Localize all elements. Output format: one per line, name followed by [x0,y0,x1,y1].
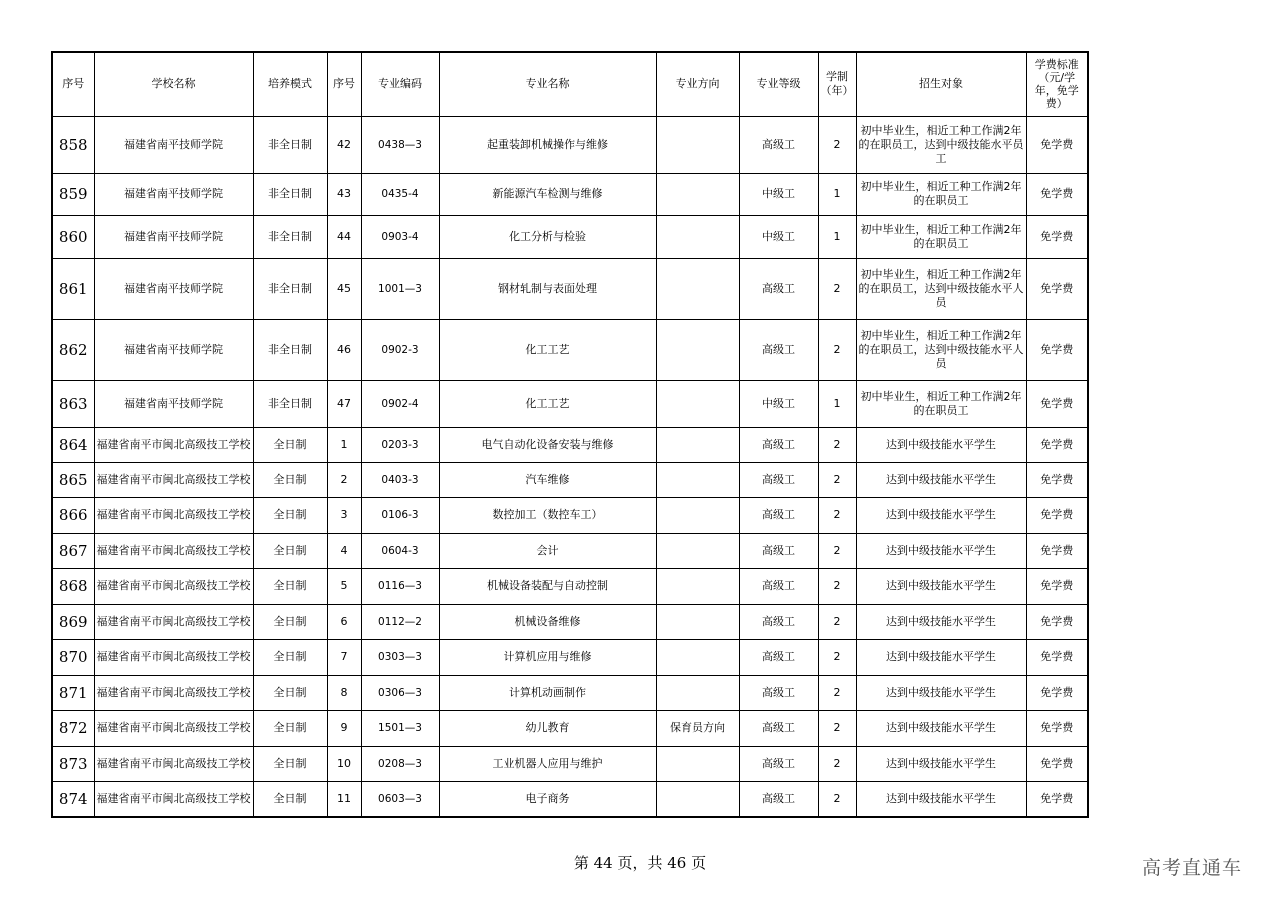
cell-mode: 全日制 [253,604,327,639]
cell-code: 0903-4 [361,215,439,258]
cell-years: 2 [818,604,856,639]
cell-major: 幼儿教育 [439,710,656,746]
cell-sub-seq: 3 [327,497,361,533]
table-row [52,710,1088,746]
cell-level: 高级工 [739,497,818,533]
table-row [52,781,1088,817]
table-row [52,604,1088,639]
cell-direction [656,258,739,319]
cell-school: 福建省南平市闽北高级技工学校 [94,568,253,604]
cell-mode: 非全日制 [253,319,327,380]
cell-code: 0902-4 [361,380,439,427]
cell-level: 高级工 [739,675,818,710]
cell-major: 起重装卸机械操作与维修 [439,116,656,173]
cell-level: 高级工 [739,533,818,568]
cell-level: 高级工 [739,639,818,675]
table-body [52,116,1088,817]
cell-target: 达到中级技能水平学生 [856,746,1026,781]
cell-years: 2 [818,497,856,533]
table-row [52,497,1088,533]
cell-school: 福建省南平市闽北高级技工学校 [94,533,253,568]
cell-code: 0208—3 [361,746,439,781]
cell-seq: 871 [52,675,94,710]
cell-years: 2 [818,116,856,173]
cell-code: 0603—3 [361,781,439,817]
cell-school: 福建省南平市闽北高级技工学校 [94,462,253,497]
cell-major: 机械设备维修 [439,604,656,639]
cell-direction [656,497,739,533]
cell-direction [656,746,739,781]
cell-target: 达到中级技能水平学生 [856,639,1026,675]
cell-code: 0403-3 [361,462,439,497]
cell-mode: 全日制 [253,568,327,604]
cell-sub-seq: 42 [327,116,361,173]
cell-seq: 867 [52,533,94,568]
cell-years: 2 [818,319,856,380]
cell-years: 1 [818,173,856,215]
cell-fee: 免学费 [1026,710,1088,746]
cell-target: 初中毕业生，相近工种工作满2年的在职员工，达到中级技能水平员工 [856,116,1026,173]
col-header-code: 专业编码 [361,52,439,116]
cell-sub-seq: 47 [327,380,361,427]
cell-years: 2 [818,533,856,568]
cell-school: 福建省南平市闽北高级技工学校 [94,710,253,746]
col-header-years: 学制（年） [818,52,856,116]
cell-school: 福建省南平市闽北高级技工学校 [94,497,253,533]
cell-school: 福建省南平市闽北高级技工学校 [94,781,253,817]
cell-level: 中级工 [739,215,818,258]
cell-mode: 非全日制 [253,215,327,258]
cell-seq: 861 [52,258,94,319]
cell-years: 2 [818,781,856,817]
cell-target: 达到中级技能水平学生 [856,533,1026,568]
cell-level: 高级工 [739,568,818,604]
cell-years: 2 [818,427,856,462]
cell-target: 达到中级技能水平学生 [856,497,1026,533]
cell-target: 达到中级技能水平学生 [856,781,1026,817]
cell-mode: 非全日制 [253,116,327,173]
cell-fee: 免学费 [1026,462,1088,497]
cell-direction [656,215,739,258]
cell-level: 中级工 [739,173,818,215]
cell-direction [656,116,739,173]
cell-code: 0203-3 [361,427,439,462]
cell-code: 1001—3 [361,258,439,319]
cell-fee: 免学费 [1026,604,1088,639]
cell-direction [656,427,739,462]
cell-fee: 免学费 [1026,258,1088,319]
table-row [52,427,1088,462]
cell-direction [656,173,739,215]
cell-direction [656,675,739,710]
cell-fee: 免学费 [1026,675,1088,710]
cell-fee: 免学费 [1026,427,1088,462]
cell-sub-seq: 9 [327,710,361,746]
cell-target: 初中毕业生，相近工种工作满2年的在职员工，达到中级技能水平人员 [856,319,1026,380]
cell-sub-seq: 45 [327,258,361,319]
cell-code: 0438—3 [361,116,439,173]
cell-seq: 874 [52,781,94,817]
enrollment-table [51,51,1089,818]
cell-school: 福建省南平技师学院 [94,258,253,319]
cell-level: 高级工 [739,746,818,781]
cell-mode: 全日制 [253,497,327,533]
cell-seq: 864 [52,427,94,462]
cell-fee: 免学费 [1026,497,1088,533]
cell-sub-seq: 8 [327,675,361,710]
cell-major: 钢材轧制与表面处理 [439,258,656,319]
cell-code: 0604-3 [361,533,439,568]
cell-sub-seq: 6 [327,604,361,639]
cell-fee: 免学费 [1026,319,1088,380]
cell-code: 0116—3 [361,568,439,604]
cell-code: 0902-3 [361,319,439,380]
cell-school: 福建省南平技师学院 [94,116,253,173]
cell-school: 福建省南平市闽北高级技工学校 [94,639,253,675]
cell-direction: 保育员方向 [656,710,739,746]
cell-code: 0303—3 [361,639,439,675]
cell-target: 初中毕业生，相近工种工作满2年的在职员工 [856,380,1026,427]
cell-level: 中级工 [739,380,818,427]
cell-direction [656,380,739,427]
cell-seq: 863 [52,380,94,427]
col-header-direction: 专业方向 [656,52,739,116]
cell-major: 电气自动化设备安装与维修 [439,427,656,462]
cell-seq: 868 [52,568,94,604]
cell-mode: 非全日制 [253,173,327,215]
cell-seq: 862 [52,319,94,380]
cell-direction [656,639,739,675]
cell-mode: 非全日制 [253,258,327,319]
cell-years: 1 [818,215,856,258]
cell-fee: 免学费 [1026,380,1088,427]
table-row [52,258,1088,319]
page-footer: 第 44 页，共 46 页 [573,854,707,872]
cell-direction [656,319,739,380]
cell-sub-seq: 4 [327,533,361,568]
cell-sub-seq: 43 [327,173,361,215]
cell-level: 高级工 [739,258,818,319]
col-header-fee: 学费标准（元/学年，免学费） [1026,52,1088,116]
cell-major: 计算机应用与维修 [439,639,656,675]
cell-target: 初中毕业生，相近工种工作满2年的在职员工，达到中级技能水平人员 [856,258,1026,319]
cell-target: 达到中级技能水平学生 [856,462,1026,497]
watermark: 高考直通车 [1142,857,1243,879]
cell-target: 达到中级技能水平学生 [856,710,1026,746]
cell-direction [656,462,739,497]
cell-target: 初中毕业生，相近工种工作满2年的在职员工 [856,173,1026,215]
cell-fee: 免学费 [1026,639,1088,675]
cell-fee: 免学费 [1026,746,1088,781]
cell-mode: 非全日制 [253,380,327,427]
cell-mode: 全日制 [253,639,327,675]
cell-mode: 全日制 [253,746,327,781]
table-row [52,675,1088,710]
col-header-target: 招生对象 [856,52,1026,116]
cell-major: 新能源汽车检测与维修 [439,173,656,215]
cell-school: 福建省南平技师学院 [94,319,253,380]
cell-sub-seq: 11 [327,781,361,817]
cell-school: 福建省南平市闽北高级技工学校 [94,746,253,781]
cell-code: 0106-3 [361,497,439,533]
cell-major: 机械设备装配与自动控制 [439,568,656,604]
cell-target: 达到中级技能水平学生 [856,427,1026,462]
cell-fee: 免学费 [1026,568,1088,604]
cell-years: 2 [818,746,856,781]
cell-seq: 858 [52,116,94,173]
cell-fee: 免学费 [1026,116,1088,173]
cell-fee: 免学费 [1026,781,1088,817]
cell-years: 2 [818,710,856,746]
cell-major: 会计 [439,533,656,568]
cell-sub-seq: 1 [327,427,361,462]
table-row [52,746,1088,781]
table-row [52,568,1088,604]
cell-seq: 865 [52,462,94,497]
col-header-sub-seq: 序号 [327,52,361,116]
cell-seq: 866 [52,497,94,533]
cell-direction [656,781,739,817]
cell-code: 0306—3 [361,675,439,710]
cell-major: 化工分析与检验 [439,215,656,258]
cell-target: 初中毕业生，相近工种工作满2年的在职员工 [856,215,1026,258]
cell-seq: 873 [52,746,94,781]
col-header-level: 专业等级 [739,52,818,116]
cell-level: 高级工 [739,116,818,173]
cell-sub-seq: 5 [327,568,361,604]
col-header-major: 专业名称 [439,52,656,116]
cell-years: 2 [818,258,856,319]
cell-major: 工业机器人应用与维护 [439,746,656,781]
table-row [52,462,1088,497]
table-row [52,319,1088,380]
cell-years: 2 [818,568,856,604]
cell-code: 0435-4 [361,173,439,215]
cell-level: 高级工 [739,710,818,746]
cell-mode: 全日制 [253,427,327,462]
cell-target: 达到中级技能水平学生 [856,604,1026,639]
cell-sub-seq: 7 [327,639,361,675]
cell-mode: 全日制 [253,533,327,568]
cell-level: 高级工 [739,462,818,497]
table-row [52,639,1088,675]
cell-major: 汽车维修 [439,462,656,497]
header-row [52,52,1088,116]
cell-seq: 859 [52,173,94,215]
cell-mode: 全日制 [253,462,327,497]
cell-mode: 全日制 [253,675,327,710]
table-row [52,116,1088,173]
table-row [52,173,1088,215]
table-row [52,533,1088,568]
cell-school: 福建省南平市闽北高级技工学校 [94,675,253,710]
cell-seq: 872 [52,710,94,746]
cell-sub-seq: 46 [327,319,361,380]
cell-major: 计算机动画制作 [439,675,656,710]
cell-school: 福建省南平市闽北高级技工学校 [94,604,253,639]
cell-fee: 免学费 [1026,533,1088,568]
cell-direction [656,533,739,568]
cell-target: 达到中级技能水平学生 [856,568,1026,604]
cell-years: 2 [818,639,856,675]
col-header-mode: 培养模式 [253,52,327,116]
cell-mode: 全日制 [253,710,327,746]
cell-school: 福建省南平技师学院 [94,173,253,215]
table-row [52,380,1088,427]
cell-years: 2 [818,675,856,710]
cell-years: 1 [818,380,856,427]
cell-level: 高级工 [739,319,818,380]
cell-seq: 870 [52,639,94,675]
cell-direction [656,604,739,639]
col-header-seq: 序号 [52,52,94,116]
cell-level: 高级工 [739,604,818,639]
cell-major: 化工工艺 [439,319,656,380]
cell-sub-seq: 44 [327,215,361,258]
cell-fee: 免学费 [1026,215,1088,258]
cell-seq: 860 [52,215,94,258]
cell-school: 福建省南平技师学院 [94,215,253,258]
cell-sub-seq: 2 [327,462,361,497]
cell-major: 化工工艺 [439,380,656,427]
cell-years: 2 [818,462,856,497]
cell-school: 福建省南平市闽北高级技工学校 [94,427,253,462]
cell-code: 1501—3 [361,710,439,746]
cell-major: 数控加工（数控车工） [439,497,656,533]
cell-level: 高级工 [739,781,818,817]
col-header-school: 学校名称 [94,52,253,116]
cell-target: 达到中级技能水平学生 [856,675,1026,710]
cell-fee: 免学费 [1026,173,1088,215]
cell-sub-seq: 10 [327,746,361,781]
cell-school: 福建省南平技师学院 [94,380,253,427]
cell-code: 0112—2 [361,604,439,639]
table-row [52,215,1088,258]
cell-level: 高级工 [739,427,818,462]
cell-direction [656,568,739,604]
cell-mode: 全日制 [253,781,327,817]
cell-major: 电子商务 [439,781,656,817]
cell-seq: 869 [52,604,94,639]
